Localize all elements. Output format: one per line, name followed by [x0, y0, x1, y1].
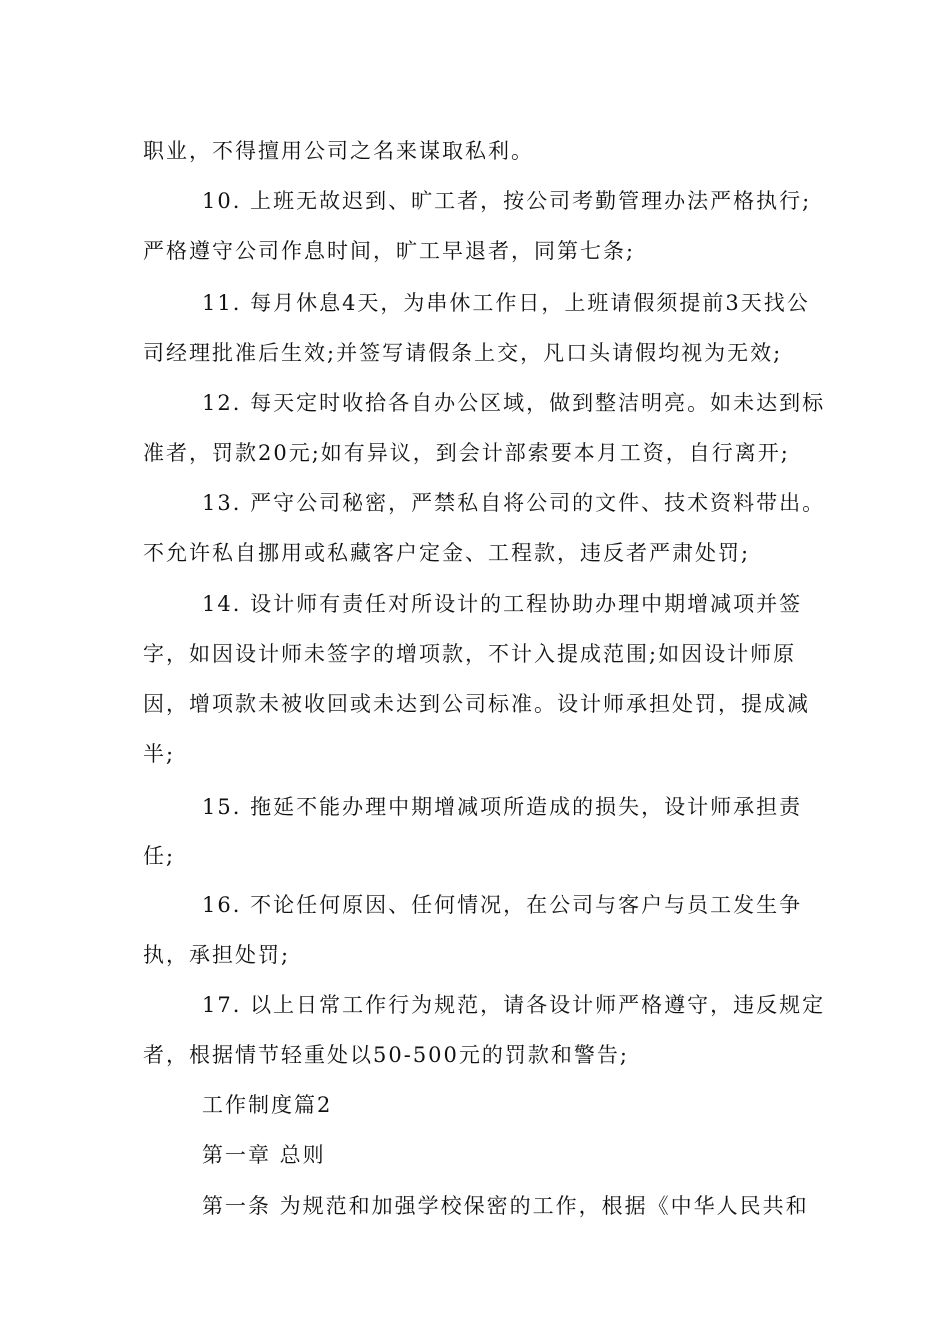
text-line: 16. 不论任何原因、任何情况，在公司与客户与员工发生争 [202, 893, 803, 917]
text-line: 因，增项款未被收回或未达到公司标准。设计师承担处罚，提成减 [143, 692, 810, 716]
chapter-heading: 第一章 总则 [202, 1143, 326, 1167]
text-line: 半; [143, 742, 176, 766]
text-line: 12. 每天定时收拾各自办公区域，做到整洁明亮。如未达到标 [202, 391, 826, 415]
text-line: 者，根据情节轻重处以50-500元的罚款和警告; [143, 1043, 629, 1067]
text-line: 11. 每月休息4天，为串休工作日，上班请假须提前3天找公 [202, 291, 810, 315]
text-line: 字，如因设计师未签字的增项款，不计入提成范围;如因设计师原 [143, 642, 797, 666]
text-line: 职业，不得擅用公司之名来谋取私利。 [143, 139, 534, 163]
text-line: 14. 设计师有责任对所设计的工程协助办理中期增减项并签 [202, 592, 803, 616]
text-line: 严格遵守公司作息时间，旷工早退者，同第七条; [143, 239, 636, 263]
text-line: 准者，罚款20元;如有异议，到会计部索要本月工资，自行离开; [143, 441, 790, 465]
text-line: 10. 上班无故迟到、旷工者，按公司考勤管理办法严格执行; [202, 189, 812, 213]
text-line: 执，承担处罚; [143, 943, 291, 967]
text-line: 第一条 为规范和加强学校保密的工作，根据《中华人民共和 [202, 1194, 809, 1218]
text-line: 不允许私自挪用或私藏客户定金、工程款，违反者严肃处罚; [143, 541, 751, 565]
text-line: 13. 严守公司秘密，严禁私自将公司的文件、技术资料带出。 [202, 491, 826, 515]
text-line: 17. 以上日常工作行为规范，请各设计师严格遵守，违反规定 [202, 993, 826, 1017]
text-line: 司经理批准后生效;并签写请假条上交，凡口头请假均视为无效; [143, 341, 783, 365]
text-line: 任; [143, 844, 176, 868]
section-heading: 工作制度篇2 [202, 1093, 333, 1117]
text-line: 15. 拖延不能办理中期增减项所造成的损失，设计师承担责 [202, 795, 803, 819]
